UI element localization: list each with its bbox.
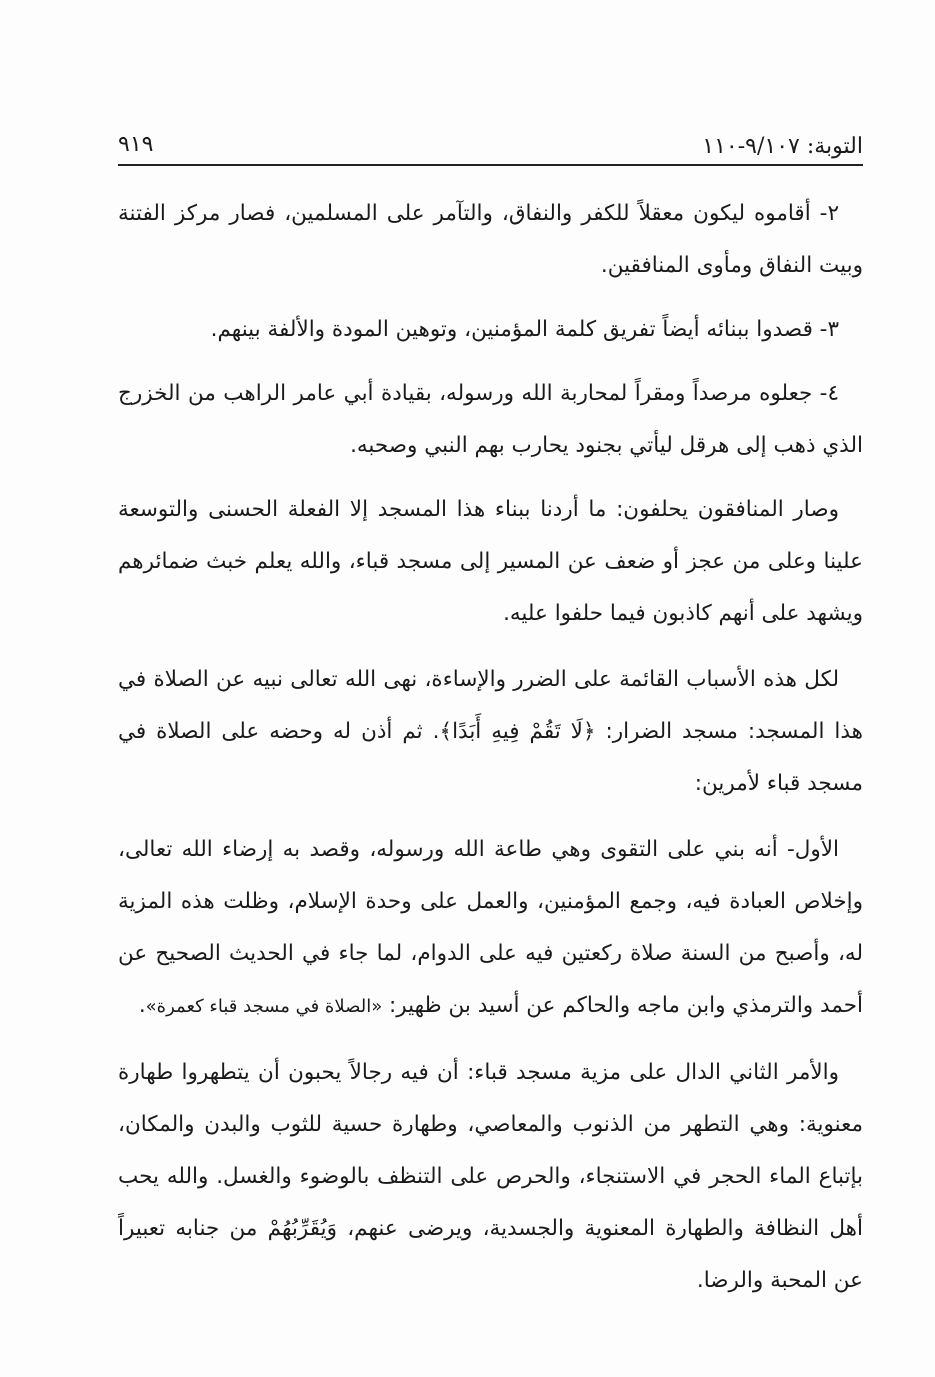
paragraph-first-reason	[118, 824, 863, 1033]
hadith-quote: «الصلاة في مسجد قباء كعمرة»	[145, 996, 383, 1017]
quran-quote: ﴿لَا تَقُمْ فِيهِ أَبَدًا﴾	[439, 719, 596, 744]
quran-word: وَيُقَرِّبُهُمْ	[267, 1216, 337, 1241]
first-reason-end: .	[138, 993, 146, 1018]
paragraph-hypocrites-oath: وصار المنافقون يحلفون: ما أردنا ببناء هذا المسجد إلا الفعلة الحسنى والتوسعة علينا وعلى من عجز أو ضعف عن المسير إلى مسجد قباء، والله يعلم خبث ضمائرهم ويشهد على أنهم كاذبون فيما حلفوا عليه.	[118, 497, 863, 626]
paragraph-second-reason	[118, 1047, 863, 1307]
prohibition-text-end: . ثم أذن له وحضه على الصلاة في مسجد قباء لأمرين:	[118, 719, 863, 796]
body-text	[118, 188, 863, 1321]
paragraph-point-3: ٣- قصدوا ببنائه أيضاً تفريق كلمة المؤمنين، وتوهين المودة والألفة بينهم.	[210, 317, 839, 342]
second-reason-end: من جنابه تعبيراً عن المحبة والرضا.	[118, 1216, 863, 1293]
running-head: التوبة: ٩/١٠٧-١١٠	[702, 134, 863, 159]
prohibition-text: لكل هذه الأسباب القائمة على الضرر والإساءة، نهى الله تعالى نبيه عن الصلاة في هذا المسجد: مسجد الضرار:	[118, 667, 863, 744]
page-number: ٩١٩	[118, 132, 154, 157]
paragraph-prohibition	[118, 654, 863, 810]
page-header	[118, 128, 863, 168]
paragraph-point-2: ٢- أقاموه ليكون معقلاً للكفر والنفاق، والتآمر على المسلمين، فصار مركز الفتنة وبيت النفاق ومأوى المنافقين.	[118, 201, 863, 278]
first-reason-text: الأول- أنه بني على التقوى وهي طاعة الله ورسوله، وقصد به إرضاء الله تعالى، وإخلاص العبادة فيه، وجمع المؤمنين، والعمل على وحدة الإسلام، وظلت هذه المزية له، وأصبح من السنة صلاة ركعتين فيه على الدوام، لما جاء في الحديث الصحيح عن أحمد والترمذي وابن ماجه والحاكم عن أسيد بن ظهير:	[118, 837, 863, 1018]
header-rule	[118, 164, 863, 166]
second-reason-text: والأمر الثاني الدال على مزية مسجد قباء: أن فيه رجالاً يحبون أن يتطهروا طهارة معنوية: وهي التطهر من الذنوب والمعاصي، وطهارة حسية للثوب والبدن والمكان، بإتباع الماء الحجر في الاستنجاء، والحرص على التنظف بالوضوء والغسل. والله يحب أهل النظافة والطهارة المعنوية والجسدية، ويرضى عنهم،	[118, 1060, 863, 1241]
paragraph-point-4: ٤- جعلوه مرصداً ومقراً لمحاربة الله ورسوله، بقيادة أبي عامر الراهب من الخزرج الذي ذهب إلى هرقل ليأتي بجنود يحارب بهم النبي وصحبه.	[118, 381, 863, 458]
